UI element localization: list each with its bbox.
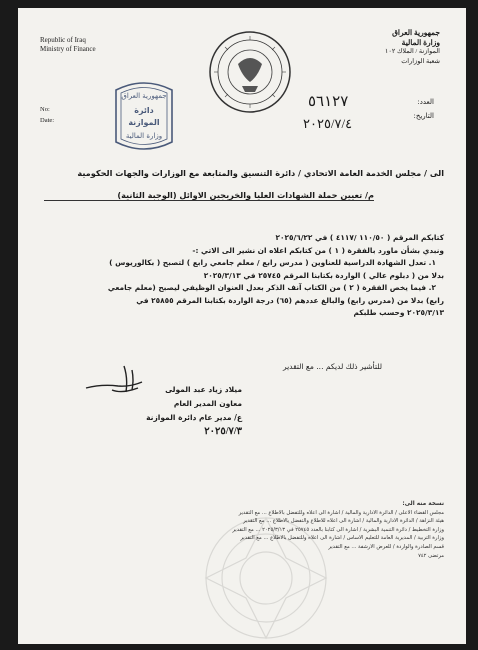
date-label-ar: التاريخ: <box>413 112 434 120</box>
letterhead-country-ar: جمهورية العراق <box>392 28 440 37</box>
copy-item: هيئة النزاهة / الدائرة الادارية والمالية / اشارة الى اعلاه للاطلاع والتفضل بالاطلاع ... مع التقدير <box>243 518 444 525</box>
addressee: الى / مجلس الخدمة العامة الاتحادي / دائرة التنسيق والمتابعة مع الوزارات والجهات الحكومية <box>77 168 444 178</box>
copy-item: مرتضى ٧٤٢ <box>418 552 444 559</box>
number-label-en: No: <box>40 106 50 113</box>
signature-block <box>102 383 242 439</box>
letterhead-ministry: Ministry of Finance <box>40 45 96 53</box>
copies-heading: نسخة منه الى: <box>402 501 444 507</box>
date-label-en: Date: <box>40 117 55 124</box>
signature-date: ٢٠٢٥/٧/٣ <box>204 426 242 437</box>
signatory-office: ع/ مدير عام دائرة الموازنة <box>146 413 242 422</box>
letter-body <box>44 232 444 320</box>
document-page <box>18 8 466 644</box>
body-point-2-end: ٢٠٢٥/٣/١٣ وحسب طلبكم <box>353 308 444 317</box>
letterhead-country: Republic of Iraq <box>40 36 86 44</box>
body-intro: ونبدي بشأن ماورد بالفقرة ( ١ ) من كتابكم اعلاه ان نشير الى الاتي :- <box>192 245 444 255</box>
body-point-1-cont: بدلا من ( دبلوم عالي ) الواردة بكتابنا المرقم ٢٥٧٤٥ في ٢٠٢٥/٣/١٣ <box>203 270 444 280</box>
reference-labels-en <box>40 104 54 126</box>
signatory-name: ميلاد زياد عبد المولى <box>165 385 242 394</box>
signatory-title: معاون المدير العام <box>173 399 242 408</box>
copy-item: مجلس القضاء الاعلى / الدائرة الادارية والمالية / اشارة الى اعلاه وللتفضل بالاطلاع ... مع التقدير <box>238 509 444 516</box>
letter-number: ٥٦١٢٧ <box>308 94 349 110</box>
letterhead-department-ar: الموازنة / الملاك ١٠٢ <box>384 48 440 55</box>
letter-date: ٢٠٢٥/٧/٤ <box>303 116 353 131</box>
closing-line: للتأشير ذلك لديكم ... مع التقدير <box>282 362 382 371</box>
copy-item: وزارة التخطيط / دائرة التنمية البشرية / اشارة الى كتابنا بالعدد ٢٥٧٤٥ في ٢٠٢٥/٣/١٣ ... مع التقدير <box>232 526 444 533</box>
stamp-line-2: وزارة المالية <box>125 132 163 140</box>
department-stamp <box>112 76 176 156</box>
stamp-line-1: جمهورية العراق <box>121 92 167 100</box>
copy-item: قسم الصادرة والواردة / للعرض الارشفة ... مع التقدير <box>328 543 444 550</box>
body-point-2: ٢. فيما يخص الفقرة ( ٢ ) من الكتاب آنف الذكر بعدل العنوان الوظيفي ليصبح (معلم جامعي <box>107 283 436 292</box>
letterhead-ministry-ar: وزارة المالية <box>401 37 440 47</box>
body-point-1: ١. تعدل الشهادة الدراسية للعناوين ( مدرس رابع / معلم جامعي رابع ) لتصبح ( بكالوريوس ) <box>109 258 436 267</box>
body-reference: كتابكم المرقم ( ١١٠/٥٠ /٤١١٧ ) في ٢٠٢٥/٦/٢٢ <box>275 233 444 242</box>
stamp-line-3: دائرة <box>134 106 154 115</box>
number-label-ar: العدد: <box>417 98 434 106</box>
stamp-line-4: الموازنة <box>128 118 160 127</box>
letterhead-english <box>40 36 96 54</box>
letterhead-section-ar: شعبة الوزارات <box>401 57 440 65</box>
copies-list <box>34 500 444 560</box>
ministry-emblem-icon <box>208 30 292 114</box>
letterhead-arabic <box>385 28 440 66</box>
copy-item: وزارة التربية / المديرية العامة للتعليم الاساس / اشارة الى اعلاه وللتفضل بالاطلاع ... مع التقدير <box>240 535 444 542</box>
subject-line: م/ تعيين حملة الشهادات العليا والخريجين الاوائل (الوجبة الثانية) <box>44 190 374 201</box>
body-point-2-cont: رابع) بدلا من (مدرس رابع) والبالغ عددهم (٦٥) درجة الواردة بكتابنا المرقم ٢٥٨٥٥ في <box>136 295 444 305</box>
